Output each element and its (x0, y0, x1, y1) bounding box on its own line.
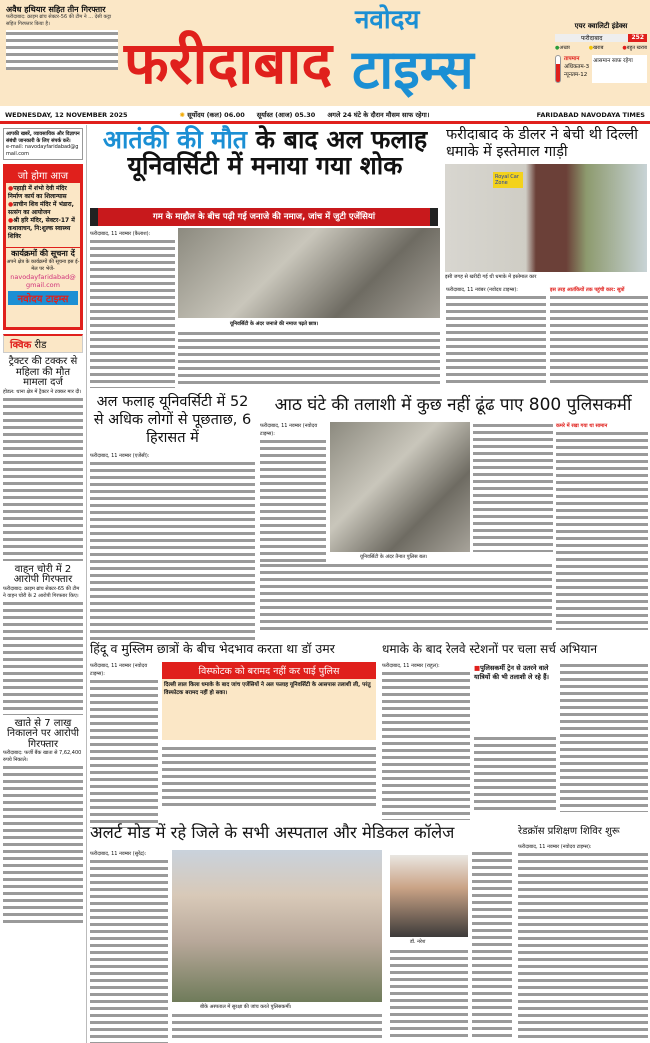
right-headline: फरीदाबाद के डीलर ने बेची थी दिल्ली धमाके में इस्तेमाल गाड़ी (446, 127, 639, 160)
story5-body-3 (560, 662, 648, 812)
today-item: ●श्री हरि मंदिर, सेक्टर-17 में कथावाचन, नि:शुल्क स्वास्थ्य शिविर (8, 217, 75, 240)
aqi-legend-verybad: ●बहुत खराब (622, 45, 647, 51)
sidebar (3, 128, 83, 924)
story6-body: फरीदाबाद, 11 नवम्बर (सुरेंद्र): (90, 850, 168, 1043)
logo-top: नवोदय (355, 5, 420, 35)
today-title: जो होगा आज (6, 167, 80, 183)
story6-caption: बीके अस्पताल में सुरक्षा की जांच करते पुलिसकर्मी। (200, 1004, 292, 1010)
story5-headline: धमाके के बाद रेलवे स्टेशनों पर चला सर्च अभियान (382, 642, 598, 656)
sunset: सूर्यास्त (आज) 05.30 (256, 111, 316, 119)
aqi-box (555, 22, 647, 83)
lead-photo (178, 228, 440, 318)
story2-headline-box (90, 393, 255, 449)
lead-banner: गम के माहौल के बीच पढ़ी गई जनाजे की नमाज, जांच में जुटी एजेंसियां (152, 212, 376, 222)
story7-headline-box (518, 824, 648, 841)
column-divider (86, 125, 87, 1043)
story6-headline-box (90, 820, 514, 848)
story4-body-2 (162, 745, 376, 810)
date-bar (0, 108, 650, 124)
story4-box (162, 662, 376, 740)
right-photo (445, 164, 647, 272)
right-headline-box (446, 127, 650, 162)
today-item: ●पहाड़ी में शंभो देवी मंदिर निर्माण कार्य का शिलान्यास (8, 185, 67, 200)
quick-story: ट्रैक्टर की टक्कर से महिला की मौत मामला दर्ज होडल: थाना क्षेत्र में ट्रैक्टर ने टक्कर मार दी। (3, 357, 83, 561)
story5-body-2 (474, 735, 556, 812)
story3-body-2 (473, 422, 553, 552)
program-text: अपने क्षेत्र के कार्यक्रमों की सूचना इस ई-मेल पर भेजें- (6, 259, 80, 272)
shop-sign: Royal Car Zone (493, 172, 523, 188)
lead-body-2 (178, 330, 440, 385)
right-caption: इसी जगह से खरीदी गई थी धमाके में इस्तेमाल कार (445, 274, 537, 280)
masthead (0, 0, 650, 106)
weather-note: आसमान साफ़ रहेगा (592, 55, 647, 83)
quick-story: खाते से 7 लाख निकालने पर आरोपी गिरफ्तार फरीदाबाद: फर्जी बैंक खाता से 7,62,400 रुपये निकाले। (3, 719, 83, 925)
story5-body: फरीदाबाद, 11 नवम्बर (राहुल): (382, 662, 470, 820)
right-body: फरीदाबाद, 11 नवंबर (नवोदय टाइम्स): (446, 286, 546, 384)
temp-min: न्यूनतम-12 (564, 72, 588, 78)
brief-lede: फरीदाबाद: क्राइम ब्रांच सेक्टर-56 की टीम ने ... देसी कट्टा सहित गिरफ्तार किया है। (6, 14, 112, 28)
program-email[interactable]: navodayfaridabad@ (10, 273, 76, 281)
story6-portrait (390, 855, 468, 937)
quick-read-header: क्विक रीड (3, 334, 83, 353)
brief-title: अवैध हथियार सहित तीन गिरफ्तार (6, 5, 106, 14)
aqi-legend-good: ●अच्छा (555, 45, 570, 51)
lead-headline-box (90, 127, 440, 205)
today-box (3, 164, 83, 330)
story6-body-4 (172, 1012, 382, 1040)
story3-body-3: कमरे में रखा गया था सामान (556, 422, 648, 630)
logo-right: टाइम्स (352, 38, 474, 101)
program-brand: नवोदय टाइम्स (8, 291, 78, 305)
story2-headline: अल फलाह यूनिवर्सिटी में 52 से अधिक लोगों से पूछताछ, 6 हिरासत में (93, 394, 252, 446)
logo-left: फरीदाबाद (124, 29, 333, 97)
story3-caption: यूनिवर्सिटी के अंदर तैनात पुलिस बल। (360, 554, 428, 560)
story4-box-title: विस्फोटक को बरामद नहीं कर पाई पुलिस (162, 662, 376, 679)
lead-banner-box (90, 208, 438, 226)
contact-ad: आपकी खबरें, व्यावसायिक और विज्ञापन संबंधी जानकारी के लिए संपर्क करें। e-mail: navodayfaridabad@gmail.com (3, 128, 83, 160)
story4-headline: हिंदू व मुस्लिम छात्रों के बीच भेदभाव करता था डॉ उमर (90, 641, 335, 656)
story3-body-4 (260, 562, 552, 632)
logo-top-box (355, 4, 475, 36)
brief-story (6, 6, 118, 70)
story6-headline: अलर्ट मोड में रहे जिले के सभी अस्पताल और मेडिकल कॉलेज (90, 823, 455, 842)
story6-body-3 (472, 850, 512, 1038)
story2-body: फरीदाबाद, 11 नवम्बर (एजेंसी): (90, 452, 255, 640)
program-title: कार्यक्रमों की सूचना दें (6, 247, 80, 259)
sun-icon: ✺ (179, 111, 185, 119)
program-email-domain: gmail.com (25, 281, 60, 289)
thermometer-icon (555, 55, 561, 83)
logo-left-box (124, 28, 346, 98)
story3-headline: आठ घंटे की तलाशी में कुछ नहीं ढूंढ पाए 800 पुलिसकर्मी (274, 395, 632, 415)
story7-body: फरीदाबाद, 11 नवम्बर (नवोदय टाइम्स): (518, 843, 648, 1041)
story4-box-text: दिल्ली लाल किला धमाके के बाद जांच एजेंसियों ने अल फलाह यूनिवर्सिटी के आसपास तलाशी ली, परंतु विस्फोटक बरामद नहीं हो सका। (164, 682, 371, 696)
aqi-title: एयर क्वालिटी इंडेक्स (574, 22, 628, 30)
right-body-2: इस तरह आतंकियों तक पहुंची कार: सूत्रों (550, 286, 648, 384)
sunrise: ✺ सूर्योदय (कल) 06.00 (179, 111, 245, 119)
quick-story: वाहन चोरी में 2 आरोपी गिरफ्तार फरीदाबाद: क्राइम ब्रांच सेक्टर-65 की टीम ने वाहन चोरी के 2 आरोपी गिरफ्तार किए। (3, 565, 83, 715)
story5-headline-box (382, 640, 648, 660)
date: WEDNESDAY, 12 NOVEMBER 2025 (5, 110, 128, 119)
story4-headline-box (90, 640, 376, 660)
story3-body: फरीदाबाद, 11 नवम्बर (नवोदय टाइम्स): (260, 422, 326, 563)
story5-box: ■पुलिसकर्मी ट्रेन से उतरने वाले यात्रियों की भी तलाशी ले रहे हैं। (474, 664, 550, 681)
aqi-legend-bad: ●खराब (588, 45, 604, 51)
lead-headline: आतंकी की मौत के बाद अल फलाह यूनिवर्सिटी में मनाया गया शोक (102, 125, 428, 180)
story7-headline: रेडक्रॉस प्रशिक्षण शिविर शुरू (518, 826, 620, 837)
lead-caption: यूनिवर्सिटी के अंदर जनाजे की नमाज पढ़ते छात्र। (230, 321, 319, 327)
aqi-value: 252 (628, 34, 647, 42)
temp-label: तापमान (564, 56, 580, 62)
logo-right-box (352, 38, 544, 102)
forecast: अगले 24 घंटे के दौरान मौसम साफ रहेगा। (327, 111, 430, 119)
story3-headline-box (258, 393, 648, 419)
paper-name: FARIDABAD NAVODAYA TIMES (536, 110, 645, 119)
today-item: ●प्राचीन शिव मंदिर में भंडारा, सत्संग का आयोजन (8, 201, 74, 216)
story4-body: फरीदाबाद, 11 नवम्बर (नवोदय टाइम्स): (90, 662, 158, 828)
aqi-city: फरीदाबाद (555, 34, 628, 42)
brief-body (6, 30, 118, 70)
lead-body: फरीदाबाद, 11 नवम्बर (कैलाश): (90, 230, 175, 388)
portrait-caption: डॉ. नरेश (410, 939, 426, 945)
story3-photo (330, 422, 470, 552)
story6-photo (172, 850, 382, 1002)
temp-max: अधिकतम-3 (564, 64, 590, 70)
story6-body-2 (390, 948, 468, 1038)
